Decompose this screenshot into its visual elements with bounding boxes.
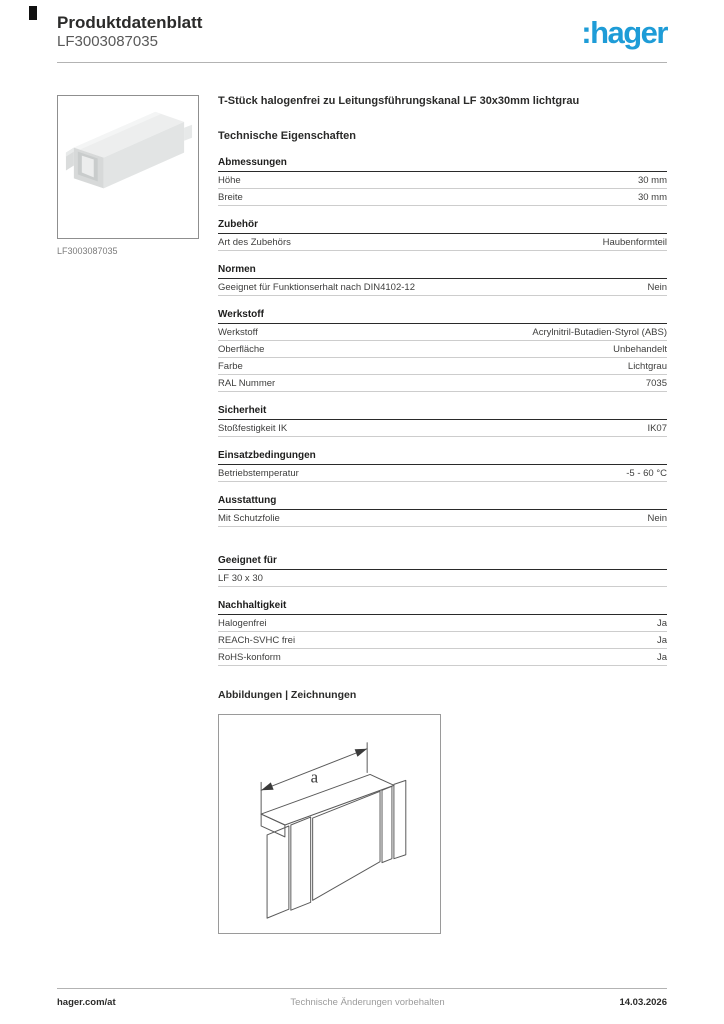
row-label: Halogenfrei — [218, 618, 267, 630]
section-title: Nachhaltigkeit — [218, 600, 667, 615]
row-label: REACh-SVHC frei — [218, 635, 296, 647]
registration-mark — [29, 6, 37, 20]
section-title: Abmessungen — [218, 157, 667, 172]
product-photo — [57, 95, 199, 239]
section-title: Werkstoff — [218, 309, 667, 324]
drawings-heading: Abbildungen | Zeichnungen — [218, 689, 357, 702]
section-werkstoff — [218, 309, 667, 392]
row-value: -5 - 60 °C — [626, 468, 667, 480]
hager-logo: :hager — [581, 15, 667, 50]
row-value: 30 mm — [637, 192, 667, 204]
table-row — [218, 324, 667, 341]
header-titles — [57, 14, 202, 51]
footer-disclaimer: Technische Änderungen vorbehalten — [290, 997, 445, 1008]
table-row — [218, 615, 667, 632]
table-row — [218, 341, 667, 358]
section-nachhaltigkeit — [218, 600, 667, 666]
table-row — [218, 420, 667, 437]
row-label: Breite — [218, 192, 243, 204]
header-divider — [57, 62, 667, 63]
row-value: 30 mm — [637, 175, 667, 187]
section-title: Zubehör — [218, 219, 667, 234]
table-row — [218, 465, 667, 482]
row-value: Haubenformteil — [602, 237, 667, 249]
section-einsatzbedingungen — [218, 450, 667, 482]
section-title: Sicherheit — [218, 405, 667, 420]
page-header — [57, 14, 667, 51]
table-row — [218, 189, 667, 206]
page-footer — [57, 988, 667, 1008]
technical-drawing — [218, 714, 441, 934]
row-label: Betriebstemperatur — [218, 468, 299, 480]
row-value: 7035 — [645, 378, 667, 390]
section-sicherheit — [218, 405, 667, 437]
table-row — [218, 279, 667, 296]
section-abmessungen — [218, 157, 667, 206]
row-label: Oberfläche — [218, 344, 265, 356]
document-title: Produktdatenblatt — [57, 13, 203, 32]
row-value: IK07 — [647, 423, 667, 435]
table-row — [218, 649, 667, 666]
row-label: Mit Schutzfolie — [218, 513, 280, 525]
table-row — [218, 172, 667, 189]
row-value: Unbehandelt — [613, 344, 667, 356]
row-value: Acrylnitril-Butadien-Styrol (ABS) — [532, 327, 667, 339]
row-value: Nein — [647, 513, 667, 525]
row-value: Nein — [647, 282, 667, 294]
product-title: T-Stück halogenfrei zu Leitungsführungskanal LF 30x30mm lichtgrau — [218, 95, 580, 107]
row-label: RAL Nummer — [218, 378, 276, 390]
section-title: Geeignet für — [218, 555, 667, 570]
table-row — [218, 510, 667, 527]
table-row — [218, 375, 667, 392]
footer-website-link[interactable]: hager.com/at — [57, 997, 116, 1008]
technical-properties-heading: Technische Eigenschaften — [218, 130, 356, 143]
row-label: Höhe — [218, 175, 241, 187]
row-label: Geeignet für Funktionserhalt nach DIN4102-12 — [218, 282, 415, 294]
section-zubehoer — [218, 219, 667, 251]
dimension-label-a: a — [310, 767, 319, 787]
section-title: Ausstattung — [218, 495, 667, 510]
row-value: Ja — [656, 652, 667, 664]
section-geeignet-fuer — [218, 555, 667, 587]
section-normen — [218, 264, 667, 296]
main-content — [218, 95, 667, 934]
product-photo-caption: LF3003087035 — [57, 246, 118, 256]
row-label: RoHS-konform — [218, 652, 281, 664]
section-title: Normen — [218, 264, 667, 279]
t-piece-line-drawing — [219, 715, 440, 933]
row-value: Ja — [656, 618, 667, 630]
table-row — [218, 632, 667, 649]
table-row — [218, 358, 667, 375]
footer-date: 14.03.2026 — [619, 997, 667, 1008]
row-label: Werkstoff — [218, 327, 258, 339]
table-row — [218, 234, 667, 251]
product-reference: LF3003087035 — [57, 32, 158, 50]
row-label: Stoßfestigkeit IK — [218, 423, 288, 435]
row-label: LF 30 x 30 — [218, 573, 263, 585]
row-value: Lichtgrau — [627, 361, 667, 373]
row-label: Art des Zubehörs — [218, 237, 291, 249]
section-title: Einsatzbedingungen — [218, 450, 667, 465]
row-value: Ja — [656, 635, 667, 647]
section-ausstattung — [218, 495, 667, 527]
product-photo-render — [58, 96, 198, 238]
row-label: Farbe — [218, 361, 243, 373]
table-row — [218, 570, 667, 587]
